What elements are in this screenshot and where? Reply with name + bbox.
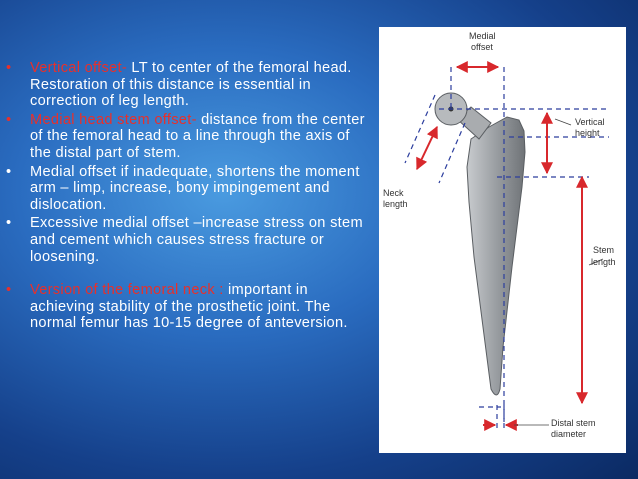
term-neck-version: Version of the femoral neck : bbox=[30, 282, 224, 299]
label-stem-length-2: length bbox=[591, 257, 616, 267]
bullet-vertical-offset bbox=[6, 60, 366, 110]
bullet-marker: • bbox=[6, 282, 12, 299]
desc-excessive-offset: Excessive medial offset –increase stress on stem and cement which causes stress fracture or loosening. bbox=[30, 215, 363, 265]
prosthesis-svg bbox=[379, 27, 626, 453]
desc-vertical-offset: LT to center of the femoral head. Restoration of this distance is essential in correction of leg length. bbox=[30, 60, 352, 110]
bullet-marker: • bbox=[6, 215, 12, 232]
desc-inadequate-offset: Medial offset if inadequate, shortens the moment arm – limp, increase, bony impingement and dislocation. bbox=[30, 163, 360, 213]
label-stem-length-1: Stem bbox=[593, 245, 615, 255]
bullet-excessive-offset bbox=[6, 215, 366, 265]
desc-neck-version: important in achieving stability of the prosthetic joint. The normal femur has 10-15 degree of anteversion. bbox=[30, 282, 348, 332]
bullet-marker: • bbox=[6, 163, 12, 180]
desc-medial-head-stem-offset: distance from the center of the femoral head to a line through the axis of the distal part of stem. bbox=[30, 111, 365, 161]
label-neck-length-2: length bbox=[383, 199, 408, 209]
hip-prosthesis-diagram bbox=[379, 27, 626, 453]
bullet-medial-head-stem-offset bbox=[6, 112, 366, 162]
label-neck-length-1: Neck bbox=[383, 188, 404, 198]
bullet-inadequate-offset bbox=[6, 164, 366, 214]
term-vertical-offset: Vertical offset- bbox=[30, 60, 128, 76]
leader-lines bbox=[514, 119, 603, 425]
term-medial-head-stem-offset: Medial head stem offset- bbox=[30, 111, 197, 128]
bullet-list bbox=[6, 60, 366, 334]
bullet-marker: • bbox=[6, 111, 12, 128]
bullet-neck-version bbox=[6, 282, 366, 332]
bullet-marker: • bbox=[6, 60, 12, 76]
label-distal-stem-1: Distal stem bbox=[551, 418, 596, 428]
label-vertical-height-2: height bbox=[575, 128, 600, 138]
label-medial-offset-1: Medial bbox=[469, 31, 496, 41]
label-distal-stem-2: diameter bbox=[551, 429, 587, 439]
femoral-stem-shape bbox=[467, 117, 525, 395]
label-vertical-height-1: Vertical bbox=[575, 117, 605, 127]
label-medial-offset-2: offset bbox=[471, 42, 493, 52]
